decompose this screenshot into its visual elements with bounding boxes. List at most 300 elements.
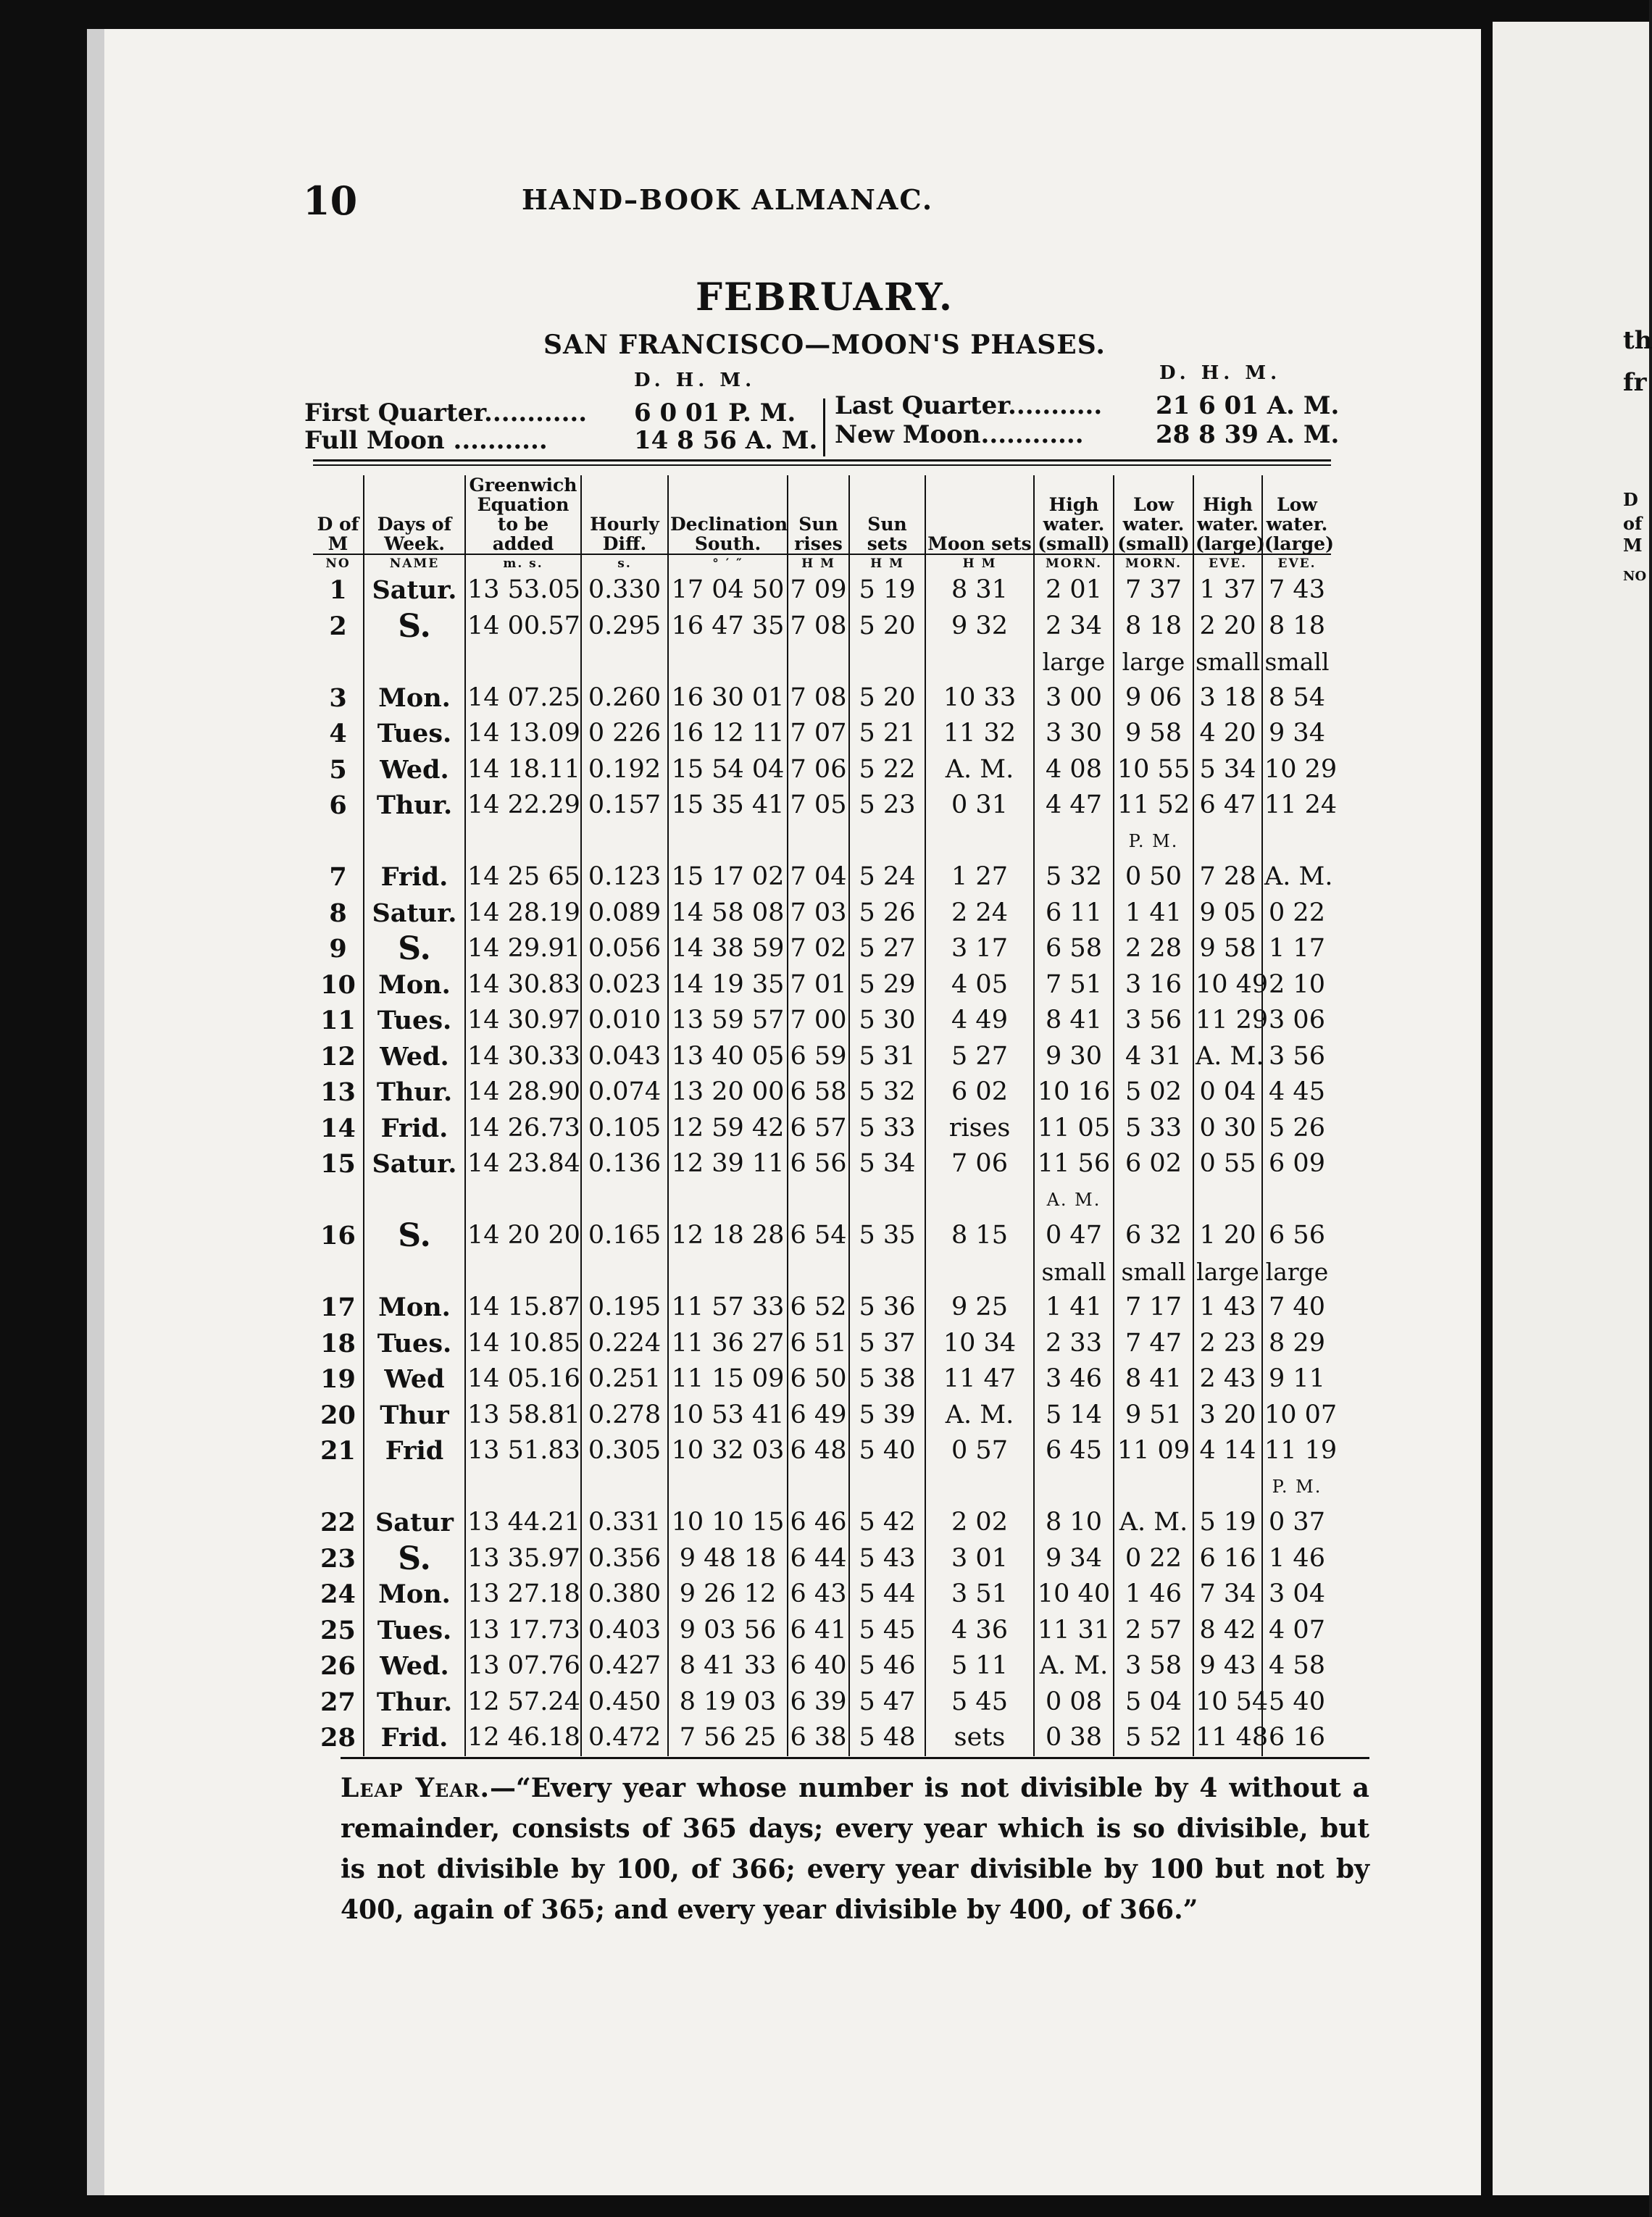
table-cell: 5 27 [925, 1039, 1034, 1075]
table-cell: 6 50 [788, 1361, 849, 1398]
table-cell: 11 [320, 1006, 356, 1035]
table-cell: 4 20 [1193, 716, 1262, 752]
table-cell: 12 39 11 [668, 1146, 788, 1182]
table-cell: 13 17.73 [465, 1613, 581, 1649]
table-row [313, 752, 1331, 788]
table-cell: 13 51.83 [465, 1433, 581, 1469]
table-cell: 9 11 [1262, 1361, 1331, 1398]
table-cell: 22 [320, 1508, 356, 1537]
table-cell: 5 39 [849, 1398, 925, 1434]
table-cell [788, 1182, 849, 1219]
table-cell: 8 31 [925, 572, 1034, 609]
table-row [313, 1111, 1331, 1147]
table-cell: 10 29 [1262, 752, 1331, 788]
table-cell [1193, 824, 1262, 860]
table-cell: 0.165 [581, 1218, 668, 1254]
table-cell: 8 41 [1114, 1361, 1193, 1398]
table-row [313, 895, 1331, 932]
table-cell: 5 26 [1262, 1111, 1331, 1147]
table-cell: 0 22 [1262, 895, 1331, 932]
table-cell: 18 [320, 1328, 356, 1358]
table-cell: 5 21 [849, 716, 925, 752]
table-cell: 0.123 [581, 859, 668, 895]
table-cell: 7 06 [788, 752, 849, 788]
table-cell [581, 644, 668, 680]
table-cell [465, 1182, 581, 1219]
table-cell: 0.295 [581, 609, 668, 645]
column-header: Sun sets [849, 475, 925, 554]
table-cell: 6 59 [788, 1039, 849, 1075]
table-cell: 10 10 15 [668, 1505, 788, 1541]
table-cell: 14 28.19 [465, 895, 581, 932]
table-cell: 5 52 [1114, 1720, 1193, 1756]
table-cell: 1 27 [925, 859, 1034, 895]
table-cell [1034, 824, 1114, 860]
table-cell: 6 46 [788, 1505, 849, 1541]
column-header: D of M [317, 514, 359, 554]
table-cell [668, 1469, 788, 1506]
table-cell: 9 [329, 934, 347, 964]
table-cell: 3 16 [1114, 967, 1193, 1003]
facing-page-fragment: D [1623, 489, 1638, 510]
phase-label: New Moon............ [835, 420, 1084, 449]
table-cell: 5 02 [1114, 1074, 1193, 1111]
table-cell: 0.278 [581, 1398, 668, 1434]
phases-column-head: D. H. M. [634, 370, 756, 391]
table-row [313, 1577, 1331, 1613]
table-cell: 14 22.29 [465, 788, 581, 824]
table-cell: 0.251 [581, 1361, 668, 1398]
phase-label: Last Quarter........... [835, 391, 1103, 420]
table-row [313, 1074, 1331, 1111]
table-cell: 10 54 [1193, 1684, 1262, 1721]
table-cell [668, 824, 788, 860]
table-cell: 6 38 [788, 1720, 849, 1756]
table-cell: 11 47 [925, 1361, 1034, 1398]
table-cell: 6 57 [788, 1111, 849, 1147]
table-cell: 1 41 [1034, 1290, 1114, 1326]
table-cell [925, 1469, 1034, 1506]
table-cell: 0.192 [581, 752, 668, 788]
table-cell: 5 30 [849, 1003, 925, 1039]
table-cell: 0.056 [581, 931, 668, 967]
almanac-table [313, 475, 1338, 1756]
column-subheader: EVE. [1193, 554, 1262, 572]
table-cell: Satur. [364, 895, 465, 932]
table-cell: 9 32 [925, 609, 1034, 645]
table-cell: 14 10.85 [465, 1326, 581, 1362]
table-top-rule [313, 464, 1331, 466]
table-row [313, 1290, 1331, 1326]
table-cell: 7 08 [788, 609, 849, 645]
table-cell: 6 02 [925, 1074, 1034, 1111]
table-cell: 10 53 41 [668, 1398, 788, 1434]
table-cell: 0.472 [581, 1720, 668, 1756]
table-cell: Thur. [364, 1684, 465, 1721]
table-cell: 6 39 [788, 1684, 849, 1721]
table-row [313, 572, 1331, 609]
table-cell: 6 52 [788, 1290, 849, 1326]
table-cell [364, 1254, 465, 1290]
table-cell: 5 38 [849, 1361, 925, 1398]
table-cell: 6 56 [788, 1146, 849, 1182]
table-cell: 9 30 [1034, 1039, 1114, 1075]
table-cell: 0.023 [581, 967, 668, 1003]
table-cell [581, 1254, 668, 1290]
table-cell: 6 41 [788, 1613, 849, 1649]
table-cell [1193, 1182, 1262, 1219]
table-cell: 9 06 [1114, 680, 1193, 717]
table-cell: 6 16 [1193, 1541, 1262, 1577]
table-cell: 0.043 [581, 1039, 668, 1075]
table-cell: 5 [329, 754, 347, 785]
table-cell: 14 30.33 [465, 1039, 581, 1075]
table-cell: S. [364, 1218, 465, 1254]
table-cell: 0 37 [1262, 1505, 1331, 1541]
table-cell [1193, 1469, 1262, 1506]
table-cell: 17 04 50 [668, 572, 788, 609]
table-cell: 10 07 [1262, 1398, 1331, 1434]
table-cell: 2 10 [1262, 967, 1331, 1003]
table-cell: 13 07.76 [465, 1648, 581, 1684]
table-cell: 13 58.81 [465, 1398, 581, 1434]
table-cell: 14 19 35 [668, 967, 788, 1003]
table-cell: 3 56 [1114, 1003, 1193, 1039]
table-cell [788, 644, 849, 680]
table-cell: 11 52 [1114, 788, 1193, 824]
table-cell: 5 27 [849, 931, 925, 967]
table-cell: A. M. [1034, 1182, 1114, 1219]
table-cell: 7 08 [788, 680, 849, 717]
phase-label: Full Moon ........... [304, 426, 548, 455]
table-cell: 0 22 [1114, 1541, 1193, 1577]
table-cell: 5 42 [849, 1505, 925, 1541]
table-cell: 2 28 [1114, 931, 1193, 967]
table-cell: 7 03 [788, 895, 849, 932]
table-cell [465, 644, 581, 680]
leap-year-note [341, 1768, 1369, 1930]
table-cell: large [1034, 644, 1114, 680]
table-cell [1034, 1469, 1114, 1506]
table-cell: 3 06 [1262, 1003, 1331, 1039]
table-cell: S. [364, 1541, 465, 1577]
table-cell: P. M. [1262, 1469, 1331, 1506]
table-cell: 5 22 [849, 752, 925, 788]
table-cell: 6 02 [1114, 1146, 1193, 1182]
table-cell [1262, 824, 1331, 860]
column-header: Sun rises [788, 475, 849, 554]
table-cell: 13 20 00 [668, 1074, 788, 1111]
table-cell [849, 824, 925, 860]
table-cell: 8 54 [1262, 680, 1331, 717]
table-cell: 6 54 [788, 1218, 849, 1254]
table-cell: Wed. [364, 1648, 465, 1684]
table-cell: 7 04 [788, 859, 849, 895]
table-cell: 5 14 [1034, 1398, 1114, 1434]
table-cell: Tues. [364, 1326, 465, 1362]
table-cell [313, 1254, 364, 1290]
table-cell: 4 05 [925, 967, 1034, 1003]
table-row [313, 680, 1331, 717]
table-cell: 0.105 [581, 1111, 668, 1147]
table-cell: 21 [320, 1436, 356, 1466]
table-cell: 0 55 [1193, 1146, 1262, 1182]
table-cell: 1 46 [1114, 1577, 1193, 1613]
table-cell: 7 [329, 862, 347, 892]
table-cell: 10 33 [925, 680, 1034, 717]
table-cell: 4 14 [1193, 1433, 1262, 1469]
table-cell: 0 57 [925, 1433, 1034, 1469]
table-cell: 0 38 [1034, 1720, 1114, 1756]
table-cell: 12 57.24 [465, 1684, 581, 1721]
table-cell [581, 1182, 668, 1219]
table-note-row [313, 644, 1331, 680]
table-cell [788, 824, 849, 860]
table-cell: small [1193, 644, 1262, 680]
table-cell [668, 1254, 788, 1290]
table-cell: 17 [320, 1293, 356, 1322]
table-cell: 0.224 [581, 1326, 668, 1362]
table-cell: small [1034, 1254, 1114, 1290]
table-cell: 9 51 [1114, 1398, 1193, 1434]
table-cell: 5 26 [849, 895, 925, 932]
table-cell: 8 18 [1262, 609, 1331, 645]
table-row [313, 1505, 1331, 1541]
table-cell [925, 1254, 1034, 1290]
table-cell: 14 07.25 [465, 680, 581, 717]
table-cell: 14 13.09 [465, 716, 581, 752]
table-cell: 7 05 [788, 788, 849, 824]
table-cell: 9 25 [925, 1290, 1034, 1326]
table-cell: 6 51 [788, 1326, 849, 1362]
table-cell: rises [925, 1111, 1034, 1147]
facing-page-fragment: M [1623, 535, 1643, 556]
table-cell: 5 35 [849, 1218, 925, 1254]
phase-label: First Quarter............ [304, 398, 588, 427]
table-cell: large [1193, 1254, 1262, 1290]
table-cell: 11 36 27 [668, 1326, 788, 1362]
table-cell: 5 04 [1114, 1684, 1193, 1721]
table-row [313, 1361, 1331, 1398]
column-header: Low water. (small) [1114, 475, 1193, 554]
table-cell: 8 [329, 898, 347, 928]
table-cell: 9 05 [1193, 895, 1262, 932]
table-cell: 14 30.83 [465, 967, 581, 1003]
table-cell: Mon. [364, 1290, 465, 1326]
table-cell: 5 43 [849, 1541, 925, 1577]
table-cell: 8 19 03 [668, 1684, 788, 1721]
table-cell: 14 38 59 [668, 931, 788, 967]
table-cell: 7 28 [1193, 859, 1262, 895]
table-cell: 5 34 [849, 1146, 925, 1182]
table-cell: 4 31 [1114, 1039, 1193, 1075]
column-header: Greenwich Equation to be added [465, 475, 581, 554]
table-row [313, 788, 1331, 824]
table-cell: 14 26.73 [465, 1111, 581, 1147]
table-cell: 5 32 [849, 1074, 925, 1111]
table-cell: 5 11 [925, 1648, 1034, 1684]
table-cell: 14 58 08 [668, 895, 788, 932]
table-cell: 12 46.18 [465, 1720, 581, 1756]
table-cell [849, 1254, 925, 1290]
table-cell: 10 34 [925, 1326, 1034, 1362]
column-header: Declination South. [668, 475, 788, 554]
table-cell [364, 1182, 465, 1219]
table-cell: 11 15 09 [668, 1361, 788, 1398]
table-cell: 0.427 [581, 1648, 668, 1684]
table-cell: 7 01 [788, 967, 849, 1003]
table-note-row [313, 824, 1331, 860]
table-cell: 6 40 [788, 1648, 849, 1684]
table-cell: 0 08 [1034, 1684, 1114, 1721]
table-cell: 3 58 [1114, 1648, 1193, 1684]
column-subheader: EVE. [1262, 554, 1331, 572]
table-cell: small [1114, 1254, 1193, 1290]
table-cell [849, 644, 925, 680]
table-cell: 5 19 [1193, 1505, 1262, 1541]
table-cell: 25 [320, 1615, 356, 1645]
table-cell [465, 1254, 581, 1290]
column-subheader: MORN. [1034, 554, 1114, 572]
table-header-row [313, 475, 1331, 554]
table-cell: 11 05 [1034, 1111, 1114, 1147]
table-cell: 28 [320, 1723, 356, 1753]
table-cell: 7 51 [1034, 967, 1114, 1003]
table-row [313, 1146, 1331, 1182]
table-cell: A. M. [1034, 1648, 1114, 1684]
phase-value: 14 8 56 A. M. [634, 426, 818, 455]
table-cell: Thur [364, 1398, 465, 1434]
footnote-rule [341, 1757, 1369, 1759]
table-cell: 0 50 [1114, 859, 1193, 895]
column-header: Hourly Diff. [581, 475, 668, 554]
column-subheader: s. [581, 554, 668, 572]
table-cell: 1 41 [1114, 895, 1193, 932]
table-cell: Tues. [364, 1003, 465, 1039]
table-cell: 5 32 [1034, 859, 1114, 895]
table-row [313, 1541, 1331, 1577]
table-cell: 5 19 [849, 572, 925, 609]
table-cell: 5 34 [1193, 752, 1262, 788]
table-cell: S. [364, 931, 465, 967]
table-cell: 4 [329, 719, 347, 748]
table-cell: 8 18 [1114, 609, 1193, 645]
table-cell: Thur. [364, 1074, 465, 1111]
table-cell: 0.136 [581, 1146, 668, 1182]
table-cell: 16 [320, 1221, 356, 1251]
table-cell: 4 45 [1262, 1074, 1331, 1111]
table-cell [581, 824, 668, 860]
table-cell: 10 16 [1034, 1074, 1114, 1111]
table-note-row [313, 1254, 1331, 1290]
table-cell: 6 44 [788, 1541, 849, 1577]
table-cell: 4 36 [925, 1613, 1034, 1649]
table-cell: 12 18 28 [668, 1218, 788, 1254]
column-subheader: NO [313, 554, 364, 572]
table-cell: 19 [320, 1364, 356, 1394]
table-cell: 11 29 [1193, 1003, 1262, 1039]
table-cell: 4 07 [1262, 1613, 1331, 1649]
table-cell: 3 01 [925, 1541, 1034, 1577]
column-header: High water. (small) [1034, 475, 1114, 554]
table-cell: 0.305 [581, 1433, 668, 1469]
table-cell: Tues. [364, 1613, 465, 1649]
table-cell: 11 48 [1193, 1720, 1262, 1756]
leap-year-title: Leap Year. [341, 1773, 490, 1803]
table-cell: 2 [329, 611, 347, 641]
leap-year-text: —“Every year whose number is not divisible by 4 without a remainder, consists of 365 days; every year which is so divisible, but is not divisible by 100, of 366; every year divisible by 100 but not by 400, again of 365; and every year divisible by 400, of 366.” [341, 1773, 1369, 1925]
table-cell: 3 18 [1193, 680, 1262, 717]
table-cell: 0.260 [581, 680, 668, 717]
month-title: FEBRUARY. [696, 275, 954, 320]
table-cell: 14 28.90 [465, 1074, 581, 1111]
table-cell: 0 30 [1193, 1111, 1262, 1147]
table-cell: 5 40 [849, 1433, 925, 1469]
table-cell: Satur [364, 1505, 465, 1541]
table-cell: 13 59 57 [668, 1003, 788, 1039]
table-cell: 1 [329, 575, 347, 605]
table-cell: small [1262, 644, 1331, 680]
table-note-row [313, 1469, 1331, 1506]
table-cell: 1 37 [1193, 572, 1262, 609]
table-row [313, 1433, 1331, 1469]
table-cell [364, 1469, 465, 1506]
table-cell: 9 43 [1193, 1648, 1262, 1684]
table-cell [925, 824, 1034, 860]
phase-value: 21 6 01 A. M. [1156, 391, 1340, 420]
table-cell: 6 11 [1034, 895, 1114, 932]
table-cell: A. M. [925, 1398, 1034, 1434]
column-header: Moon sets [925, 475, 1034, 554]
table-cell: 11 56 [1034, 1146, 1114, 1182]
table-cell: 0.450 [581, 1684, 668, 1721]
table-note-row [313, 1182, 1331, 1219]
table-body [313, 572, 1338, 1756]
table-cell: 14 05.16 [465, 1361, 581, 1398]
table-cell: 7 43 [1262, 572, 1331, 609]
table-cell: 6 [329, 790, 347, 820]
table-cell: 2 33 [1034, 1326, 1114, 1362]
column-subheader: H M [925, 554, 1034, 572]
table-cell: Tues. [364, 716, 465, 752]
phase-value: 28 8 39 A. M. [1156, 420, 1340, 449]
table-cell [364, 644, 465, 680]
table-cell: 15 [320, 1149, 356, 1179]
table-cell: 5 29 [849, 967, 925, 1003]
table-cell: large [1262, 1254, 1331, 1290]
table-cell: 5 37 [849, 1326, 925, 1362]
facing-page-fragment: fr [1623, 368, 1647, 397]
table-cell: 23 [320, 1543, 356, 1574]
table-cell: 5 48 [849, 1720, 925, 1756]
table-cell: 5 46 [849, 1648, 925, 1684]
table-row [313, 1613, 1331, 1649]
table-cell: 0.403 [581, 1613, 668, 1649]
facing-page-fragment: NO [1623, 569, 1647, 584]
table-cell: 6 16 [1262, 1720, 1331, 1756]
table-row [313, 1398, 1331, 1434]
table-cell: 6 32 [1114, 1218, 1193, 1254]
table-cell [465, 1469, 581, 1506]
table-cell: 10 49 [1193, 967, 1262, 1003]
table-cell: 6 09 [1262, 1146, 1331, 1182]
table-cell [788, 1469, 849, 1506]
column-header: High water. (large) [1193, 475, 1262, 554]
table-cell: 4 47 [1034, 788, 1114, 824]
table-cell: 2 20 [1193, 609, 1262, 645]
table-cell: 7 07 [788, 716, 849, 752]
book-title: HAND–BOOK ALMANAC. [522, 183, 934, 216]
